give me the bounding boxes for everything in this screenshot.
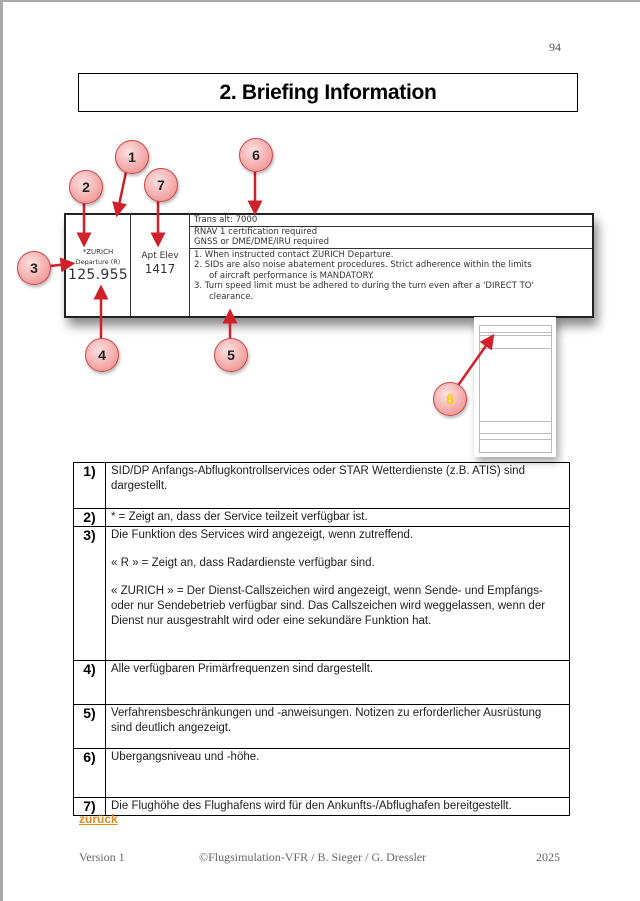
table-row bbox=[74, 509, 570, 527]
apt-elev-value: 1417 bbox=[144, 262, 176, 276]
table-row bbox=[74, 661, 570, 705]
row-text: Die Funktion des Services wird angezeigt, wenn zutreffend. « R » = Zeigt an, dass Radardienste verfügbar sind. « ZURICH » = Der Dienst-Callszeichen wird angezeigt, wenn Sende- und Empfangs- oder nur Sendebetrieb verfügbar sind. Das Callszeichen wird weggelassen, wenn der Dienst nur ausgestrahlt wird oder eine sekundäre Funktion hat. bbox=[106, 527, 570, 661]
chart-thumbnail bbox=[474, 317, 556, 457]
row-number: 4) bbox=[74, 661, 106, 705]
callout-1: 1 bbox=[115, 140, 149, 174]
apt-elev-label: Apt Elev bbox=[141, 251, 179, 261]
row-text: Die Flughöhe des Flughafens wird für den Ankunfts-/Abflughafen bereitgestellt. bbox=[106, 798, 570, 816]
callout-3: 3 bbox=[17, 251, 51, 285]
back-link[interactable]: zurück bbox=[79, 812, 118, 826]
equipment-requirements bbox=[190, 227, 592, 249]
trans-alt bbox=[190, 215, 592, 227]
service-type: Departure (R) bbox=[75, 258, 121, 266]
row-text: Verfahrensbeschränkungen und -anweisungen. Notizen zu erforderlicher Ausrüstung sind deutlich angezeigt. bbox=[106, 705, 570, 749]
page-number: 94 bbox=[549, 40, 561, 54]
note-line: 2. SIDs are also noise abatement procedures. Strict adherence within the limits bbox=[194, 260, 532, 270]
equipment-line: RNAV 1 certification required bbox=[194, 226, 318, 237]
trans-alt-text: Trans alt: 7000 bbox=[194, 215, 258, 225]
comm-frequency-cell bbox=[66, 215, 131, 316]
table-row bbox=[74, 705, 570, 749]
table-row bbox=[74, 463, 570, 509]
note-line: 1. When instructed contact ZURICH Departure. bbox=[194, 249, 394, 260]
footer-year: 2025 bbox=[536, 850, 560, 864]
callout-5: 5 bbox=[214, 338, 248, 372]
airport-elevation-cell bbox=[131, 215, 190, 316]
frequency: 125.955 bbox=[68, 267, 128, 283]
row-text: * = Zeigt an, dass der Service teilzeit verfügbar ist. bbox=[106, 509, 570, 527]
row-number: 5) bbox=[74, 705, 106, 749]
row-number: 3) bbox=[74, 527, 106, 661]
footer-version: Version 1 bbox=[79, 850, 125, 864]
callout-8: 8 bbox=[433, 382, 467, 416]
page-title: 2. Briefing Information bbox=[219, 80, 437, 104]
row-text: SID/DP Anfangs-Abflugkontrollservices oder STAR Wetterdienste (z.B. ATIS) sind dargestellt. bbox=[106, 463, 570, 509]
title-box bbox=[78, 73, 578, 112]
footer-copyright: ©Flugsimulation-VFR / B. Sieger / G. Dressler bbox=[199, 850, 427, 864]
note-line: 3. Turn speed limit must be adhered to during the turn even after a 'DIRECT TO' bbox=[194, 281, 534, 291]
table-row bbox=[74, 749, 570, 798]
procedure-notes bbox=[190, 249, 592, 303]
chart-briefing-strip bbox=[64, 213, 594, 318]
notes-cell bbox=[190, 215, 592, 316]
row-number: 2) bbox=[74, 509, 106, 527]
callout-7: 7 bbox=[144, 168, 178, 202]
page-border bbox=[0, 0, 3, 901]
row-text: Alle verfügbaren Primärfrequenzen sind dargestellt. bbox=[106, 661, 570, 705]
row-number: 6) bbox=[74, 749, 106, 798]
callout-2: 2 bbox=[69, 170, 103, 204]
legend-table bbox=[73, 462, 570, 816]
note-line: clearance. bbox=[209, 291, 254, 302]
table-row bbox=[74, 798, 570, 816]
callsign: *ZURICH bbox=[82, 248, 114, 256]
page-border bbox=[0, 0, 640, 2]
table-row bbox=[74, 527, 570, 661]
callout-4: 4 bbox=[85, 338, 119, 372]
row-text: Ubergangsniveau und -höhe. bbox=[106, 749, 570, 798]
callout-6: 6 bbox=[239, 138, 273, 172]
note-line: of aircraft performance is MANDATORY. bbox=[209, 270, 375, 281]
row-number: 7) bbox=[74, 798, 106, 816]
arrow-1 bbox=[118, 172, 126, 210]
equipment-line: GNSS or DME/DME/IRU required bbox=[194, 237, 330, 247]
row-number: 1) bbox=[74, 463, 106, 509]
